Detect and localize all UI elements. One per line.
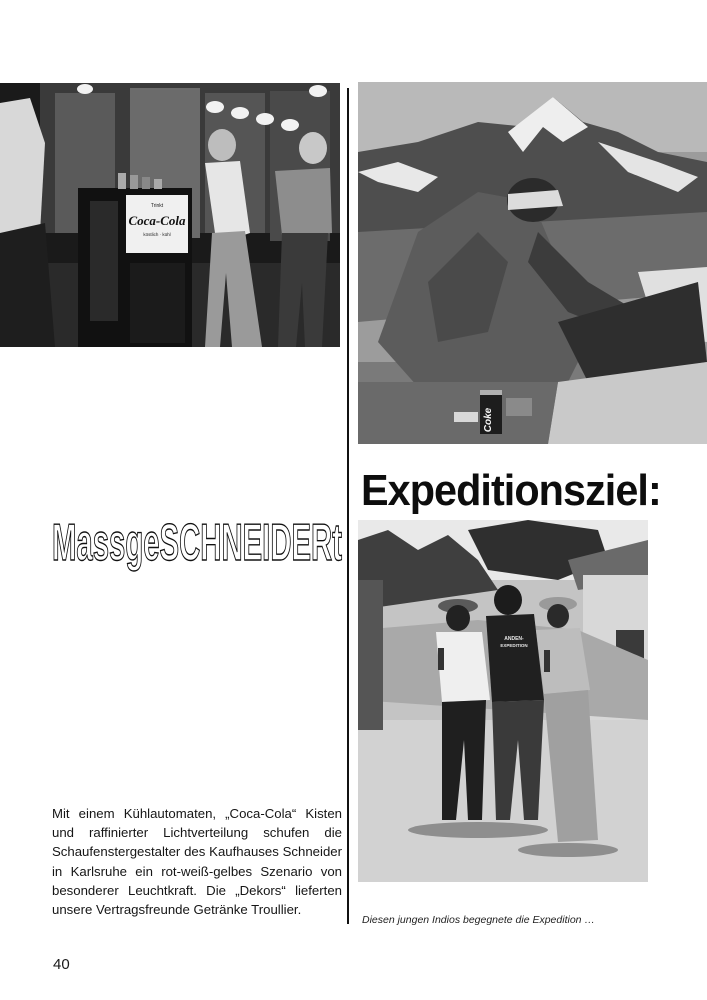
machine-brand-text: Coca-Cola [128,213,186,228]
column-divider [347,88,349,924]
coke-can-label: Coke [483,407,494,433]
shirt-text-2: EXPEDITION [500,643,528,648]
article-body-text: Mit einem Kühlautomaten, „Coca-Cola“ Kisten und raffinierter Lichtverteilung schufen die Schaufenstergestalter des Kaufhauses Schneider in Karlsruhe ein rot-weiß-gelbes Szenario von besonderer Leuchtkraft. Die „Dekors“ lieferten unsere Vertragsfreunde Getränke Troullier. [52,806,342,918]
shirt-text-1: ANDEN- [504,636,524,642]
machine-top-text: Trinkt [150,203,164,209]
article-title-outline [52,512,344,572]
indios-illustration [358,520,648,882]
title-outline-text: MassgeSCHNEIDERt [52,514,342,572]
mountain-expedition-photo [358,82,707,444]
indios-photo-caption: Diesen jungen Indios begegnete die Expedition … [362,914,595,926]
page-number: 40 [53,956,70,973]
indios-photo [358,520,648,882]
mountain-illustration [358,82,707,444]
expedition-headline: Expeditionsziel: [361,466,661,515]
machine-sub-text: köstlich · kühl [143,232,171,237]
shop-window-illustration [0,83,340,347]
shop-window-photo [0,83,340,347]
